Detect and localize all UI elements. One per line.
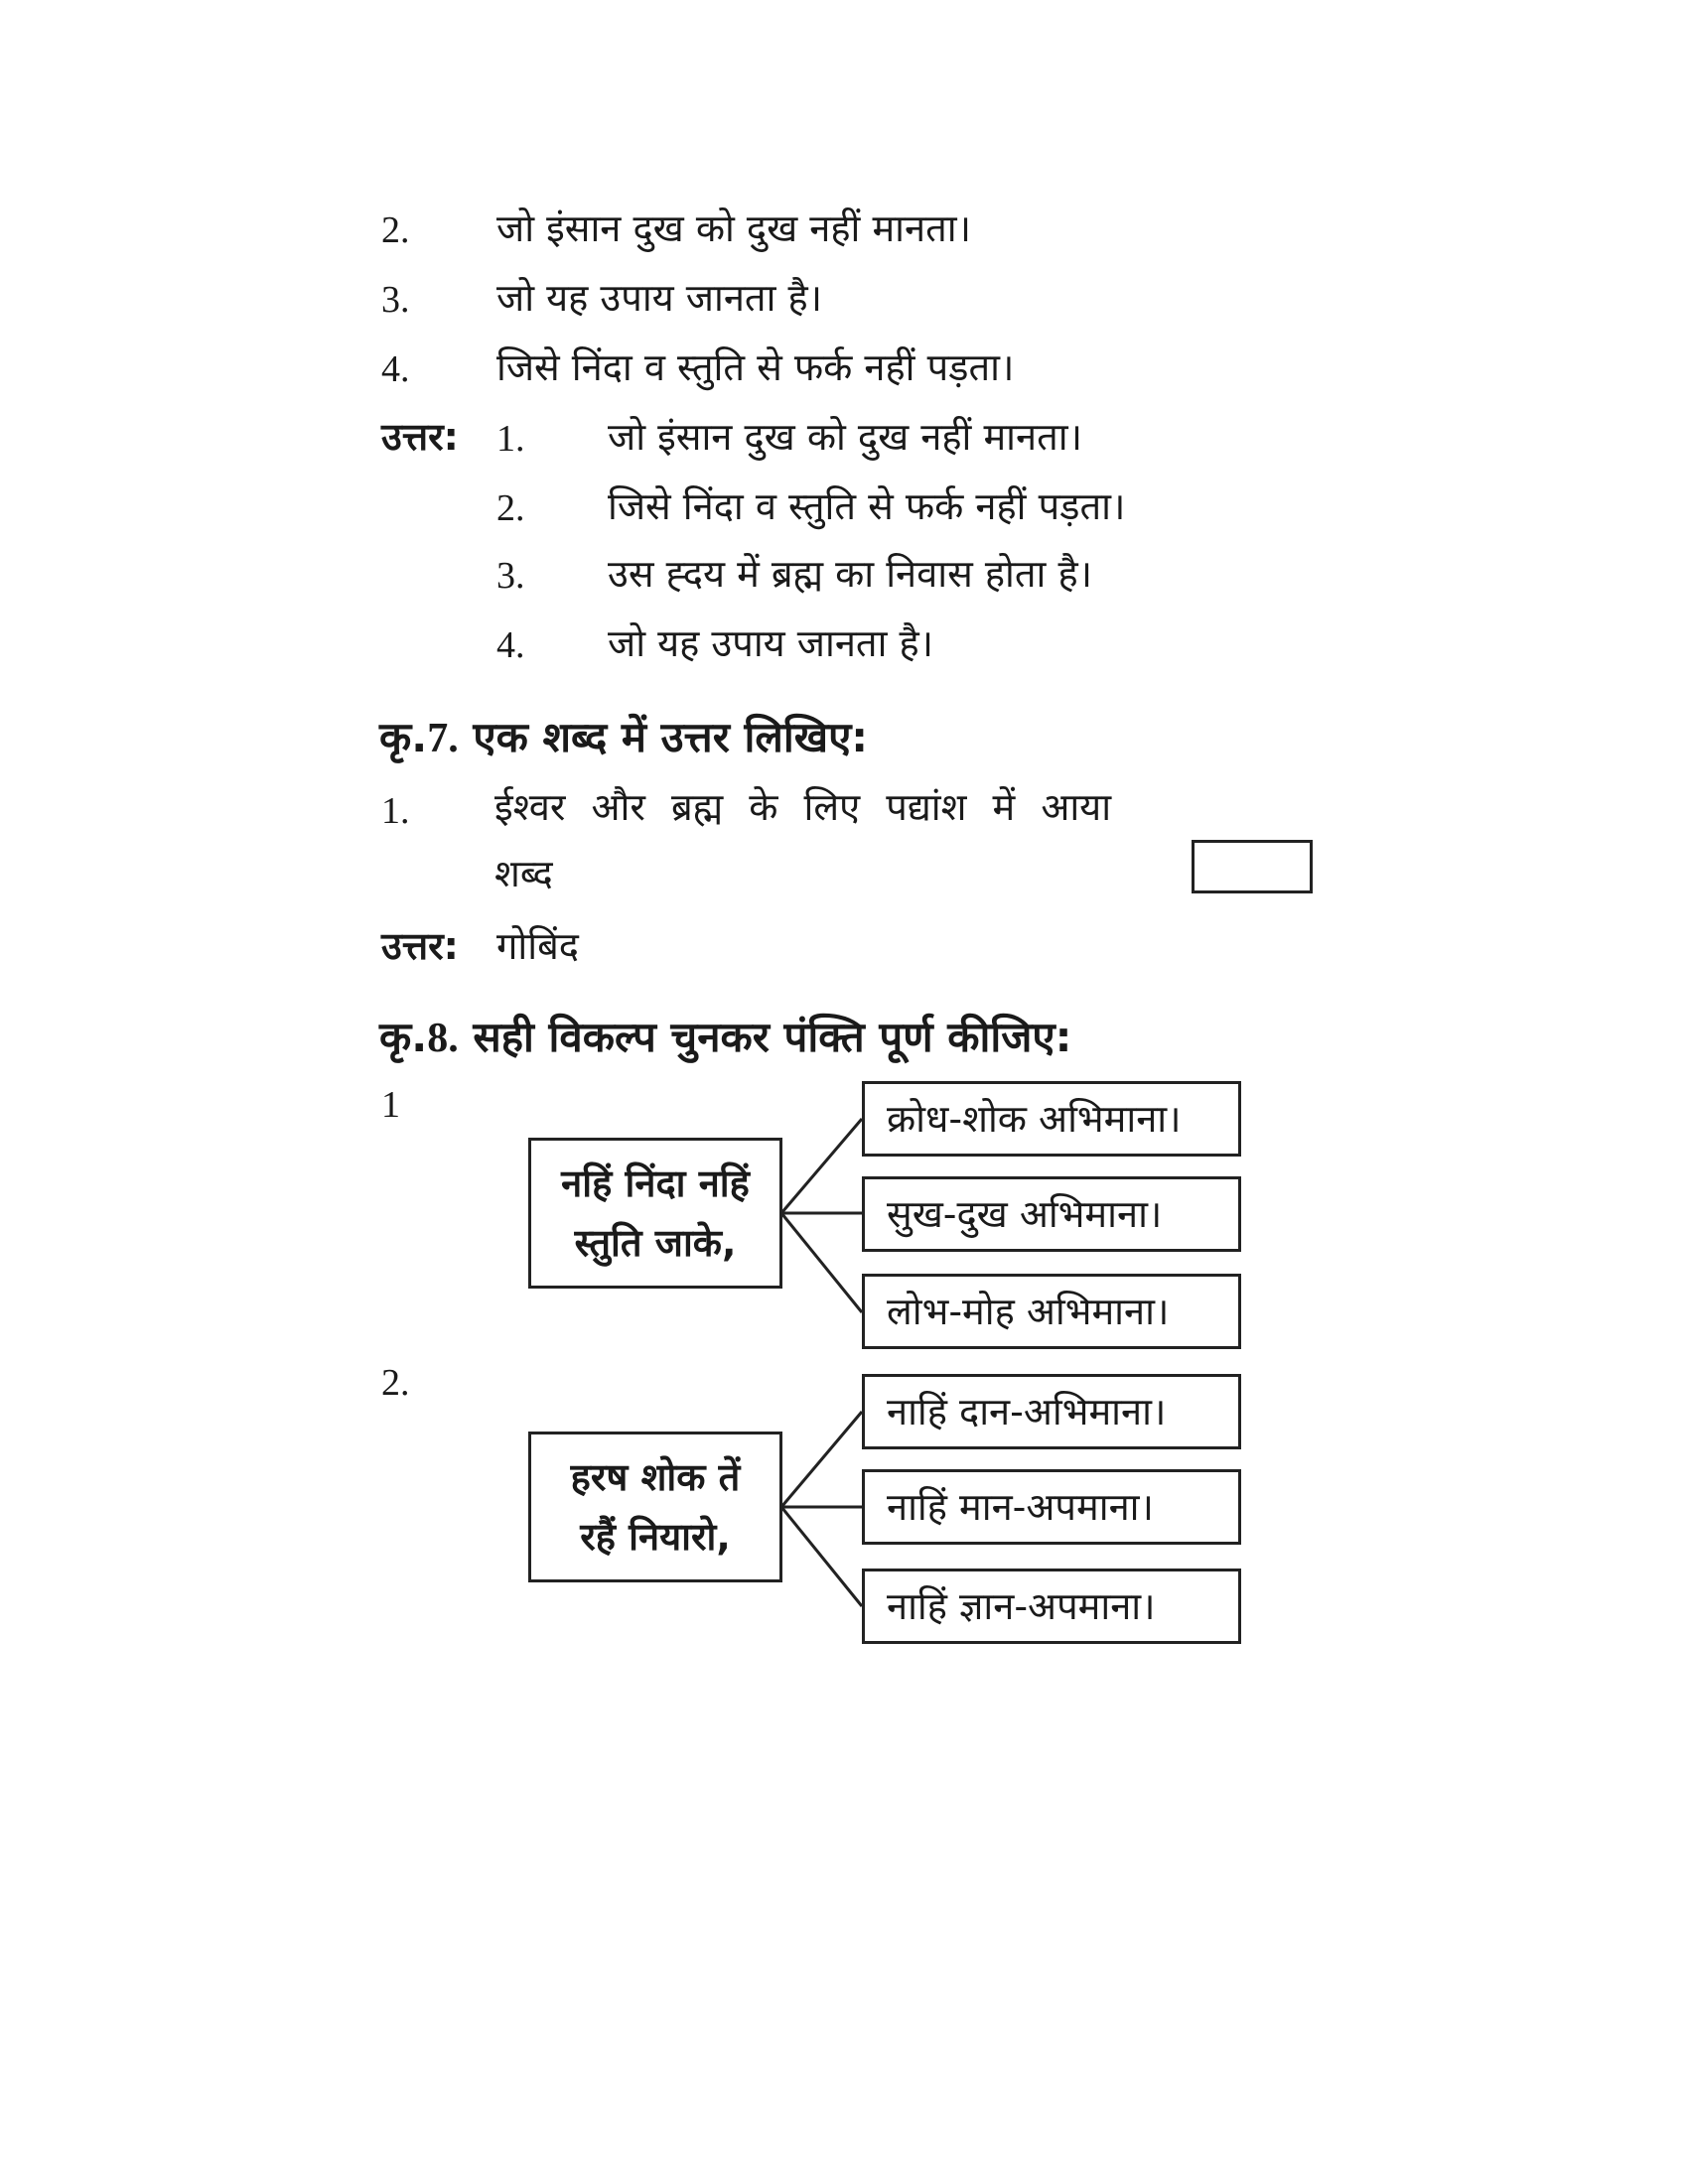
- answer-label: उत्तर:: [381, 924, 459, 968]
- stem-line: स्तुति जाके,: [574, 1221, 737, 1265]
- connector-line: [781, 1412, 862, 1507]
- list-item-text: जो यह उपाय जानता है।: [496, 276, 823, 320]
- question-number: 8.: [427, 1016, 459, 1061]
- stem-line: हरष शोक तें: [570, 1455, 741, 1499]
- question-title: सही विकल्प चुनकर पंक्ति पूर्ण कीजिए:: [473, 1013, 1072, 1061]
- q7-item-text: ईश्वर और ब्रह्म के लिए पद्यांश में आया: [494, 785, 1112, 829]
- stem-line: रहैं नियारो,: [580, 1515, 731, 1559]
- option-box: [862, 1274, 1241, 1349]
- option-text: क्रोध-शोक अभिमाना।: [887, 1097, 1182, 1141]
- answer-text: जिसे निंदा व स्तुति से फर्क नहीं पड़ता।: [608, 484, 1126, 528]
- connector-line: [781, 1119, 862, 1213]
- answer-number: 2.: [496, 487, 525, 529]
- answer-number: 4.: [496, 624, 525, 666]
- option-text: नाहिं दान-अभिमाना।: [887, 1390, 1167, 1433]
- option-box: [862, 1569, 1241, 1644]
- answer-number: 3.: [496, 555, 525, 597]
- q7-answer: गोबिंद: [496, 924, 579, 968]
- diagram-stem-box: [528, 1138, 782, 1289]
- option-box: [862, 1469, 1241, 1545]
- answer-text: उस ह्दय में ब्रह्म का निवास होता है।: [608, 552, 1093, 596]
- option-box: [862, 1374, 1241, 1449]
- question-number: 7.: [427, 716, 459, 761]
- question-title: एक शब्द में उत्तर लिखिए:: [473, 713, 869, 761]
- connector-line: [781, 1507, 862, 1606]
- question-prefix: कृ.: [379, 713, 428, 761]
- question-8-heading: [379, 1013, 1071, 1063]
- option-box: [862, 1081, 1241, 1157]
- answer-number: 1.: [496, 418, 525, 460]
- answer-text: जो यह उपाय जानता है।: [608, 621, 934, 665]
- option-text: लोभ-मोह अभिमाना।: [887, 1290, 1170, 1333]
- question-7-heading: [379, 713, 868, 763]
- answer-label: उत्तर:: [381, 415, 459, 459]
- q7-item-text-continued: शब्द: [494, 852, 553, 895]
- option-text: नाहिं मान-अपमाना।: [887, 1485, 1154, 1529]
- list-item-number: 2.: [381, 209, 410, 251]
- diagram-stem-box: [528, 1432, 782, 1582]
- connector-line: [781, 1213, 862, 1312]
- option-box: [862, 1176, 1241, 1252]
- list-item-text: जिसे निंदा व स्तुति से फर्क नहीं पड़ता।: [496, 345, 1015, 389]
- option-text: नाहिं ज्ञान-अपमाना।: [887, 1584, 1156, 1628]
- diagram-number: 1: [381, 1084, 400, 1126]
- list-item-text: जो इंसान दुख को दुख नहीं मानता।: [496, 206, 972, 250]
- q7-item-number: 1.: [381, 790, 410, 832]
- list-item-number: 3.: [381, 279, 410, 321]
- answer-blank-box: [1192, 840, 1313, 893]
- list-item-number: 4.: [381, 348, 410, 390]
- option-text: सुख-दुख अभिमाना।: [887, 1192, 1163, 1236]
- stem-line: नहिं निंदा नहिं: [561, 1161, 750, 1205]
- diagram-number: 2.: [381, 1362, 410, 1404]
- question-prefix: कृ.: [379, 1013, 428, 1061]
- answer-text: जो इंसान दुख को दुख नहीं मानता।: [608, 415, 1083, 459]
